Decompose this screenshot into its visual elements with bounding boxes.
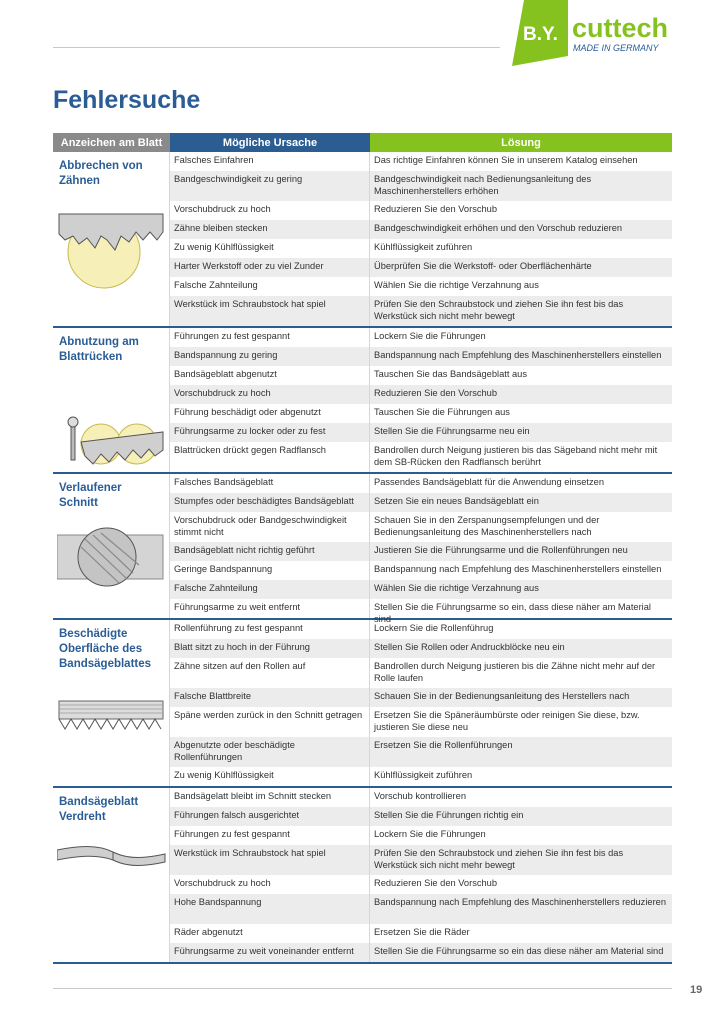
table-row xyxy=(170,347,672,366)
table-row xyxy=(170,658,672,688)
cause-cell: Falsche Zahnteilung xyxy=(170,580,370,599)
twisted-blade-illustration xyxy=(57,836,167,870)
cause-cell: Bandgeschwindigkeit zu gering xyxy=(170,171,370,201)
table-row xyxy=(170,296,672,326)
solution-cell: Bandspannung nach Empfehlung des Maschinenherstellers reduzieren xyxy=(374,897,667,907)
symptom-title: Beschädigte Oberfläche des Bandsägeblattes xyxy=(59,628,152,670)
table-row xyxy=(170,277,672,296)
logo-by-text: B.Y. xyxy=(523,24,558,45)
header-solution: Lösung xyxy=(370,133,672,152)
solution-cell: Ersetzen Sie die Rollenführungen xyxy=(374,740,513,750)
cause-cell: Falsche Blattbreite xyxy=(170,688,370,707)
footer-rule xyxy=(53,988,672,989)
section-rows xyxy=(170,788,672,962)
cause-cell: Blattrücken drückt gegen Radflansch xyxy=(170,442,370,472)
cause-cell: Führungsarme zu locker oder zu fest xyxy=(170,423,370,442)
solution-cell: Lockern Sie die Führungen xyxy=(374,331,486,341)
solution-cell: Vorschub kontrollieren xyxy=(374,791,466,801)
table-row xyxy=(170,423,672,442)
symptom-cell xyxy=(53,328,170,472)
cause-cell: Führungsarme zu weit voneinander entfernt xyxy=(170,943,370,962)
table-row xyxy=(170,442,672,472)
cause-cell: Führungen zu fest gespannt xyxy=(170,826,370,845)
cause-cell: Bandsägeblatt abgenutzt xyxy=(170,366,370,385)
solution-cell: Bandspannung nach Empfehlung des Maschinenherstellers einstellen xyxy=(374,564,662,574)
solution-cell: Tauschen Sie das Bandsägeblatt aus xyxy=(374,369,527,379)
cause-cell: Zähne bleiben stecken xyxy=(170,220,370,239)
table-row xyxy=(170,366,672,385)
solution-cell: Stellen Sie die Führungsarme so ein das diese näher am Material sind xyxy=(374,946,664,956)
solution-cell: Bandgeschwindigkeit nach Bedienungsanleitung des Maschinenherstellers erhöhen xyxy=(374,174,592,196)
cause-cell: Stumpfes oder beschädigtes Bandsägeblatt xyxy=(170,493,370,512)
table-row xyxy=(170,788,672,807)
cause-cell: Führungsarme zu weit entfernt xyxy=(170,599,370,618)
cause-cell: Falsches Einfahren xyxy=(170,152,370,171)
solution-cell: Das richtige Einfahren können Sie in unserem Katalog einsehen xyxy=(374,155,638,165)
cause-cell: Rollenführung zu fest gespannt xyxy=(170,620,370,639)
solution-cell: Ersetzen Sie die Räder xyxy=(374,927,470,937)
cause-cell: Werkstück im Schraubstock hat spiel xyxy=(170,296,370,326)
table-row xyxy=(170,258,672,277)
page-number: 19 xyxy=(690,984,703,996)
solution-cell: Reduzieren Sie den Vorschub xyxy=(374,204,498,214)
solution-cell: Kühlflüssigkeit zuführen xyxy=(374,770,473,780)
cause-cell: Vorschubdruck zu hoch xyxy=(170,201,370,220)
header-symptom: Anzeichen am Blatt xyxy=(53,133,170,152)
symptom-section xyxy=(53,474,672,624)
table-row xyxy=(170,385,672,404)
table-row xyxy=(170,894,672,924)
damaged-surface-illustration xyxy=(57,695,167,735)
cause-cell: Abgenutzte oder beschädigte Rollenführungen xyxy=(170,737,370,767)
symptom-cell xyxy=(53,152,170,326)
table-row xyxy=(170,171,672,201)
symptom-illustration xyxy=(57,210,167,294)
cause-cell: Hohe Bandspannung xyxy=(170,894,370,924)
cause-cell: Bandsägeblatt nicht richtig geführt xyxy=(170,542,370,561)
symptom-section xyxy=(53,328,672,474)
troubleshooting-table xyxy=(53,133,672,964)
solution-cell: Überprüfen Sie die Werkstoff- oder Oberflächenhärte xyxy=(374,261,592,271)
solution-cell: Schauen Sie in der Bedienungsanleitung des Herstellers nach xyxy=(374,691,630,701)
logo-brand-text: cuttech xyxy=(572,13,669,43)
cause-cell: Vorschubdruck oder Bandgeschwindigkeit stimmt nicht xyxy=(170,512,370,542)
solution-cell: Wählen Sie die richtige Verzahnung aus xyxy=(374,583,539,593)
section-rows xyxy=(170,152,672,326)
cause-cell: Geringe Bandspannung xyxy=(170,561,370,580)
cause-cell: Vorschubdruck zu hoch xyxy=(170,385,370,404)
crooked-cut-illustration xyxy=(57,525,167,595)
table-row xyxy=(170,639,672,658)
solution-cell: Bandgeschwindigkeit erhöhen und den Vorschub reduzieren xyxy=(374,223,623,233)
solution-cell: Kühlflüssigkeit zuführen xyxy=(374,242,473,252)
solution-cell: Lockern Sie die Rollenführug xyxy=(374,623,494,633)
table-row xyxy=(170,943,672,962)
solution-cell: Stellen Sie die Führungen richtig ein xyxy=(374,810,524,820)
table-row xyxy=(170,924,672,943)
header-rule xyxy=(53,47,500,48)
symptom-illustration xyxy=(57,394,167,476)
worn-blade-back-illustration xyxy=(57,394,167,472)
cause-cell: Harter Werkstoff oder zu viel Zunder xyxy=(170,258,370,277)
cause-cell: Zähne sitzen auf den Rollen auf xyxy=(170,658,370,688)
solution-cell: Ersetzen Sie die Späneräumbürste oder reinigen Sie diese, bzw. justieren Sie diese neu xyxy=(374,710,640,732)
table-row xyxy=(170,474,672,493)
symptom-illustration xyxy=(57,525,167,599)
solution-cell: Passendes Bandsägeblatt für die Anwendung einsetzen xyxy=(374,477,605,487)
solution-cell: Bandrollen durch Neigung justieren bis die Zähne nicht mehr auf der Rolle laufen xyxy=(374,661,656,683)
table-row xyxy=(170,220,672,239)
symptom-title: Verlaufener Schnitt xyxy=(59,482,122,509)
cause-cell: Falsches Bandsägeblatt xyxy=(170,474,370,493)
solution-cell: Schauen Sie in den Zerspanungsempfelungen und der Bedienungsanleitung des Maschinenherstellers nach xyxy=(374,515,600,537)
symptom-illustration xyxy=(57,836,167,874)
solution-cell: Bandspannung nach Empfehlung des Maschinenherstellers einstellen xyxy=(374,350,662,360)
symptom-cell xyxy=(53,474,170,618)
solution-cell: Setzen Sie ein neues Bandsägeblatt ein xyxy=(374,496,539,506)
table-row xyxy=(170,512,672,542)
solution-cell: Tauschen Sie die Führungen aus xyxy=(374,407,510,417)
table-row xyxy=(170,688,672,707)
cause-cell: Zu wenig Kühlflüssigkeit xyxy=(170,767,370,786)
table-row xyxy=(170,493,672,512)
logo-tagline: MADE IN GERMANY xyxy=(573,43,659,53)
symptom-title: Bandsägeblatt Verdreht xyxy=(59,796,139,823)
section-rows xyxy=(170,328,672,472)
section-rows xyxy=(170,620,672,786)
solution-cell: Prüfen Sie den Schraubstock und ziehen Sie ihn fest bis das Werkstück sich nicht mehr bewegt xyxy=(374,299,624,321)
cause-cell: Führungen falsch ausgerichtet xyxy=(170,807,370,826)
table-row xyxy=(170,239,672,258)
cause-cell: Werkstück im Schraubstock hat spiel xyxy=(170,845,370,875)
symptom-illustration xyxy=(57,695,167,739)
solution-cell: Reduzieren Sie den Vorschub xyxy=(374,878,498,888)
table-row xyxy=(170,620,672,639)
cause-cell: Falsche Zahnteilung xyxy=(170,277,370,296)
table-row xyxy=(170,561,672,580)
symptom-section xyxy=(53,788,672,964)
solution-cell: Bandrollen durch Neigung justieren bis das Sägeband nicht mehr mit dem SB-Rücken den Radflansch berührt xyxy=(374,445,658,467)
table-row xyxy=(170,707,672,737)
solution-cell: Justieren Sie die Führungsarme und die Rollenführungen neu xyxy=(374,545,628,555)
table-row xyxy=(170,201,672,220)
solution-cell: Wählen Sie die richtige Verzahnung aus xyxy=(374,280,539,290)
cause-cell: Bandspannung zu gering xyxy=(170,347,370,366)
table-row xyxy=(170,767,672,786)
section-rows xyxy=(170,474,672,624)
symptom-cell xyxy=(53,788,170,962)
table-row xyxy=(170,875,672,894)
cause-cell: Führung beschädigt oder abgenutzt xyxy=(170,404,370,423)
solution-cell: Reduzieren Sie den Vorschub xyxy=(374,388,498,398)
solution-cell: Stellen Sie Rollen oder Andruckblöcke neu ein xyxy=(374,642,565,652)
table-row xyxy=(170,404,672,423)
table-row xyxy=(170,826,672,845)
header-cause: Mögliche Ursache xyxy=(170,133,370,152)
symptom-section xyxy=(53,620,672,788)
page-title: Fehlersuche xyxy=(53,86,201,114)
table-row xyxy=(170,152,672,171)
table-row xyxy=(170,580,672,599)
solution-cell: Stellen Sie die Führungsarme so ein, dass diese näher am Material sind xyxy=(374,602,651,624)
cause-cell: Führungen zu fest gespannt xyxy=(170,328,370,347)
table-header xyxy=(53,133,672,152)
table-row xyxy=(170,737,672,767)
cause-cell: Späne werden zurück in den Schnitt getragen xyxy=(170,707,370,737)
solution-cell: Stellen Sie die Führungsarme neu ein xyxy=(374,426,530,436)
symptom-title: Abnutzung am Blattrücken xyxy=(59,336,139,363)
cause-cell: Zu wenig Kühlflüssigkeit xyxy=(170,239,370,258)
table-row xyxy=(170,328,672,347)
table-row xyxy=(170,845,672,875)
symptom-title: Abbrechen von Zähnen xyxy=(59,160,143,187)
solution-cell: Prüfen Sie den Schraubstock und ziehen Sie ihn fest bis das Werkstück sich nicht mehr bewegt xyxy=(374,848,624,870)
bycuttech-logo xyxy=(510,0,682,66)
solution-cell: Lockern Sie die Führungen xyxy=(374,829,486,839)
cause-cell: Blatt sitzt zu hoch in der Führung xyxy=(170,639,370,658)
symptom-cell xyxy=(53,620,170,786)
table-row xyxy=(170,542,672,561)
table-row xyxy=(170,599,672,624)
broken-teeth-illustration xyxy=(57,210,167,290)
cause-cell: Räder abgenutzt xyxy=(170,924,370,943)
table-row xyxy=(170,807,672,826)
cause-cell: Vorschubdruck zu hoch xyxy=(170,875,370,894)
symptom-section xyxy=(53,152,672,328)
cause-cell: Bandsägelatt bleibt im Schnitt stecken xyxy=(170,788,370,807)
